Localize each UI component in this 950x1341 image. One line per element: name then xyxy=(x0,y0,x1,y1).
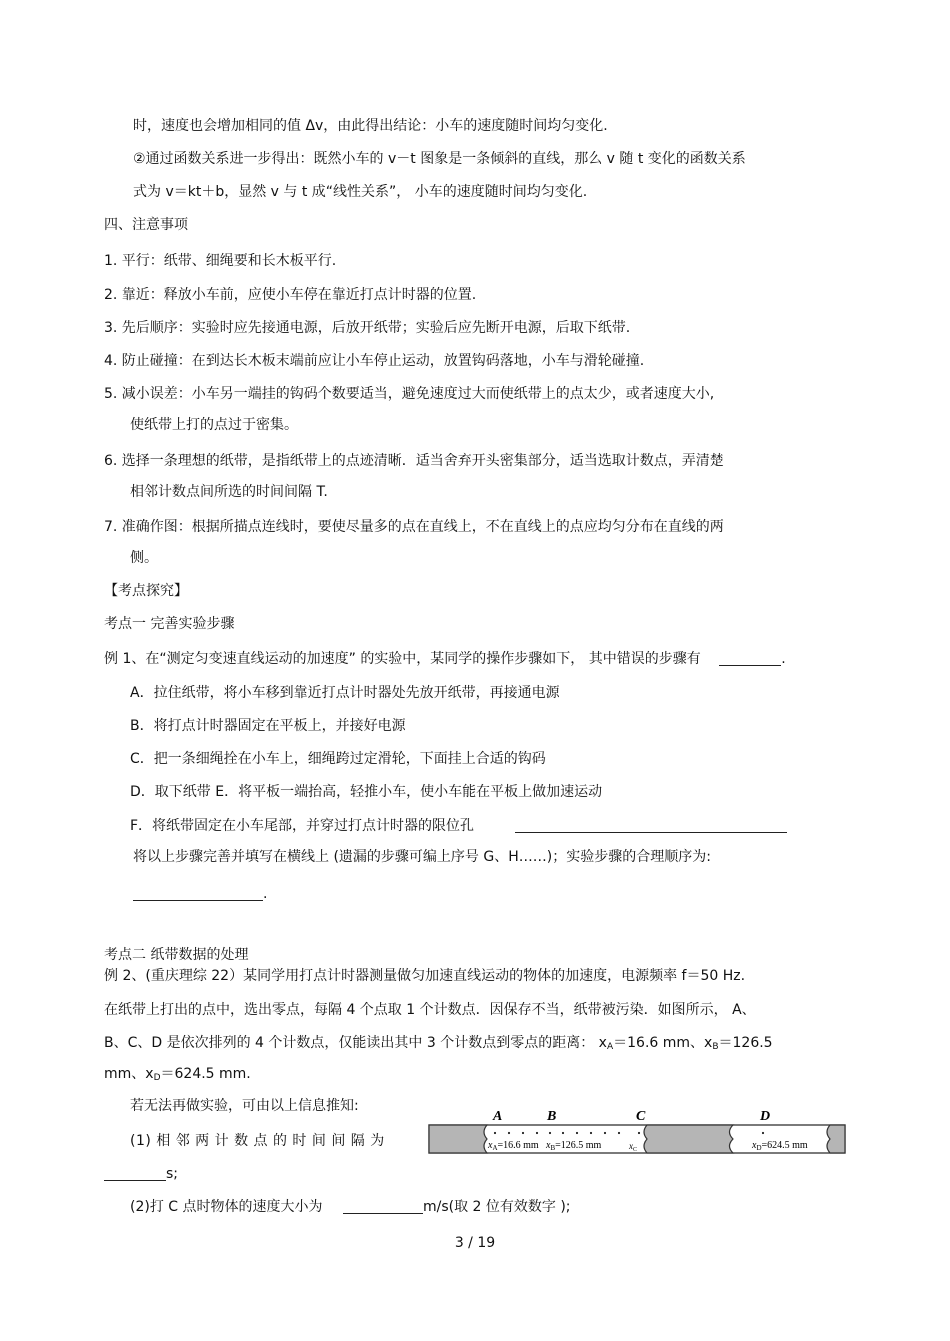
question-2 xyxy=(130,1199,571,1214)
question-2-text: (2)打 C 点时物体的速度大小为 xyxy=(130,1199,323,1215)
option-f xyxy=(130,818,787,833)
stain-right xyxy=(827,1125,845,1153)
example-1-stem-text: 例 1、在“测定匀变速直线运动的加速度” 的实验中，某同学的操作步骤如下， 其中错误的步骤有 xyxy=(104,651,701,667)
example-2-line-4-text: mm、x xyxy=(104,1066,154,1082)
paper-tape-figure xyxy=(425,1103,850,1163)
label-b: B xyxy=(547,1109,557,1124)
intro-line-1: 时，速度也会增加相同的值 Δv，由此得出结论：小车的速度随时间均匀变化. xyxy=(133,118,608,134)
note-item-5-cont: 使纸带上打的点过于密集。 xyxy=(130,417,298,433)
option-a: A．拉住纸带，将小车移到靠近打点计时器处先放开纸带，再接通电源 xyxy=(130,685,560,701)
note-item-7: 7. 准确作图：根据所描点连线时，要使尽量多的点在直线上，不在直线上的点应均匀分布在直线的两 xyxy=(104,519,724,535)
label-a: A xyxy=(493,1109,503,1124)
note-item-4: 4. 防止碰撞：在到达长木板末端前应让小车停止运动，放置钩码落地，小车与滑轮碰撞. xyxy=(104,353,645,369)
label-c: C xyxy=(636,1109,646,1124)
fill-order xyxy=(133,886,267,901)
stain-left xyxy=(429,1125,487,1153)
option-d-e: D．取下纸带 E．将平板一端抬高，轻推小车，使小车能在平板上做加速运动 xyxy=(130,784,603,800)
example-2-xb: ＝126.5 xyxy=(718,1035,773,1051)
question-1: (1) 相 邻 两 计 数 点 的 时 间 间 隔 为 xyxy=(130,1133,385,1149)
note-item-3: 3. 先后顺序：实验时应先接通电源，后放开纸带；实验后应先断开电源，后取下纸带. xyxy=(104,320,631,336)
label-d: D xyxy=(760,1109,771,1124)
note-item-6: 6. 选择一条理想的纸带，是指纸带上的点迹清晰．适当舍弃开头密集部分，适当选取计数点，弄清楚 xyxy=(104,453,724,469)
intro-line-3: 式为 v＝kt＋b，显然 v 与 t 成“线性关系”， 小车的速度随时间均匀变化. xyxy=(133,184,588,200)
example-2-line-2: 在纸带上打出的点中，选出零点，每隔 4 个点取 1 个计数点．因保存不当，纸带被污染．如图所示， A、 xyxy=(104,1002,756,1018)
sub-b: B xyxy=(712,1042,719,1052)
question-1-answer xyxy=(104,1166,178,1181)
note-item-1: 1. 平行：纸带、细绳要和长木板平行. xyxy=(104,253,337,269)
example-2-line-1: 例 2、(重庆理综 22）某同学用打点计时器测量做匀加速直线运动的物体的加速度，电源频率 f＝50 Hz. xyxy=(104,968,746,984)
option-b: B．将打点计时器固定在平板上，并接好电源 xyxy=(130,718,406,734)
example-2-xd: ＝624.5 mm. xyxy=(160,1066,251,1082)
sub-a: A xyxy=(606,1042,614,1052)
question-2-unit: m/s(取 2 位有效数字 ); xyxy=(422,1199,571,1215)
infer-text: 若无法再做实验，可由以上信息推知: xyxy=(130,1098,359,1114)
tape-xc: $x_C$ xyxy=(629,1141,638,1153)
notes-heading: 四、注意事项 xyxy=(104,217,188,233)
example-1-stem-end: . xyxy=(781,651,786,667)
example-2-line-4 xyxy=(104,1067,251,1083)
option-c: C．把一条细绳拴在小车上，细绳跨过定滑轮，下面挂上合适的钩码 xyxy=(130,751,546,767)
example-2-line-3-text: B、C、D 是依次排列的 4 个计数点，仅能读出其中 3 个计数点到零点的距离： x xyxy=(104,1035,607,1051)
note-item-6-cont: 相邻计数点间所选的时间间隔 T. xyxy=(130,484,328,500)
stain-middle xyxy=(644,1125,733,1153)
tape-xa: $x_A=16.6$ mm xyxy=(488,1140,539,1152)
page-number: 3 / 19 xyxy=(454,1235,496,1251)
tape-xb: $x_B=126.5$ mm xyxy=(546,1140,602,1152)
answer-blank-order[interactable] xyxy=(133,886,263,901)
point-2-title: 考点二 纸带数据的处理 xyxy=(104,947,249,963)
example-1-stem xyxy=(104,651,786,666)
point-1-title: 考点一 完善实验步骤 xyxy=(104,616,235,632)
option-f-text: F．将纸带固定在小车尾部，并穿过打点计时器的限位孔 xyxy=(130,818,475,834)
explore-heading: 【考点探究】 xyxy=(104,583,188,599)
answer-blank-missing-steps[interactable] xyxy=(515,818,787,833)
note-item-5: 5. 减小误差：小车另一端挂的钩码个数要适当，避免速度过大而使纸带上的点太少，或者速度大小, xyxy=(104,386,715,402)
note-item-2: 2. 靠近：释放小车前，应使小车停在靠近打点计时器的位置. xyxy=(104,287,477,303)
tape-xd: $x_D=624.5$ mm xyxy=(752,1140,808,1152)
answer-blank-errors[interactable] xyxy=(719,651,781,666)
intro-line-2: ②通过函数关系进一步得出：既然小车的 v－t 图象是一条倾斜的直线，那么 v 随 t 变化的函数关系 xyxy=(133,151,746,167)
example-2-line-3 xyxy=(104,1036,773,1052)
note-item-7-cont: 侧。 xyxy=(130,550,158,566)
example-2-xa: ＝16.6 mm、x xyxy=(613,1035,713,1051)
fill-order-end: . xyxy=(263,886,268,902)
paper-tape-svg xyxy=(425,1103,850,1163)
answer-blank-interval[interactable] xyxy=(104,1166,166,1181)
question-1-unit: s; xyxy=(166,1166,179,1182)
fill-instruction: 将以上步骤完善并填写在横线上 (遗漏的步骤可编上序号 G、H……)；实验步骤的合理顺序为: xyxy=(133,849,711,865)
sub-d: D xyxy=(153,1073,161,1083)
answer-blank-velocity[interactable] xyxy=(343,1199,423,1214)
